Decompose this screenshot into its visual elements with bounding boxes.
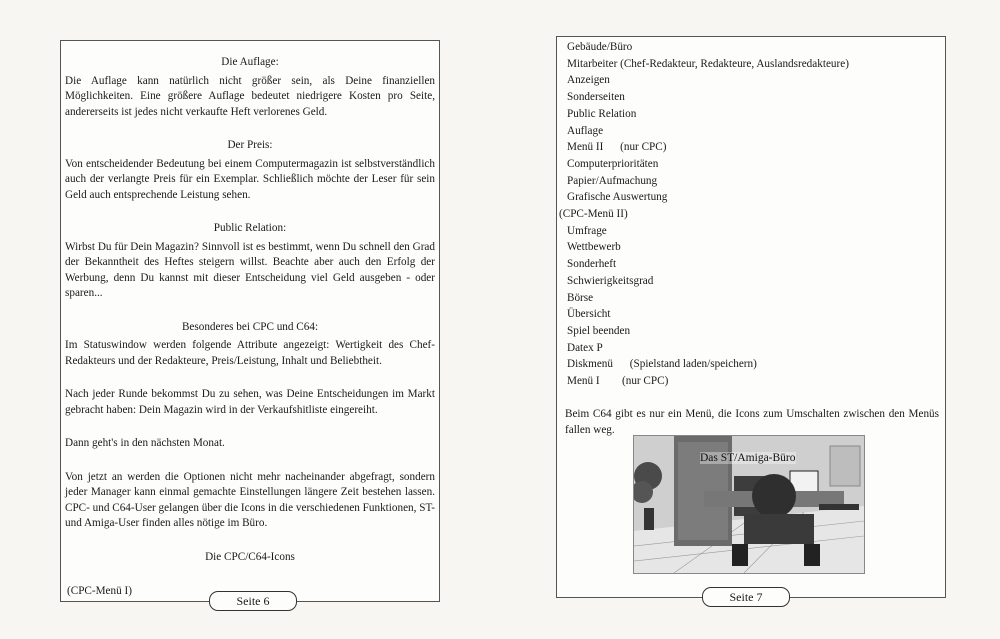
section-cpc-c64	[65, 320, 435, 370]
menu-list-item: Auflage	[567, 124, 604, 137]
section-heading: Die Auflage:	[221, 56, 279, 68]
menu-list-item: Sonderheft	[567, 258, 617, 271]
menu-list-item: Grafische Auswertung	[567, 191, 668, 204]
c64-note: Beim C64 gibt es nur ein Menü, die Icons zum Umschalten zwischen den Menüs fallen weg.	[565, 407, 939, 437]
left-page	[60, 40, 440, 608]
right-page	[556, 36, 946, 604]
paragraph-verkaufshitliste: Nach jeder Runde bekommst Du zu sehen, was Deine Entscheidungen im Markt gebracht haben: Dein Magazin wird in der Verkaufshitliste eingereiht.	[65, 388, 435, 416]
menu-list-item: Diskmenü (Spielstand laden/speichern)	[567, 358, 757, 371]
menu-list-item: Mitarbeiter (Chef-Redakteur, Redakteure, Auslandsredakteure)	[567, 57, 849, 70]
menu-list-item: Spiel beenden	[567, 324, 631, 337]
section-public-relation	[65, 221, 435, 302]
menu-list-item: Schwierigkeitsgrad	[567, 274, 654, 287]
section-text: Von entscheidender Bedeutung bei einem Computermagazin ist selbstverständlich auch der verlangte Preis für ein Exemplar. Schließlich möchte der Leser für sein Geld auch entsprechende Leistung sehen.	[65, 157, 435, 201]
office-illustration	[633, 435, 865, 574]
paragraph-naechster-monat: Dann geht's in den nächsten Monat.	[65, 437, 225, 449]
page-number: Seite 7	[702, 587, 790, 607]
menu-list-item: (CPC-Menü II)	[559, 208, 628, 221]
right-page-content	[559, 39, 939, 439]
menu-list-item: Börse	[567, 291, 594, 304]
menu-list-item: Anzeigen	[567, 74, 610, 87]
menu-list	[559, 39, 939, 390]
paragraph-optionen: Von jetzt an werden die Optionen nicht mehr nacheinander abgefragt, sondern jeder Manager kann einmal gemachte Einstellungen längere Zeit bestehen lassen. CPC- und C64-User gelangen über die Icons in die verschiedenen Funktionen, ST- und Amiga-User finden alles nötige im Büro.	[65, 470, 435, 529]
menu-list-item: Menü II (nur CPC)	[567, 141, 667, 154]
cpc-menu-i-label: (CPC-Menü I)	[67, 585, 132, 597]
menu-list-item: Gebäude/Büro	[567, 41, 633, 53]
menu-list-item: Public Relation	[567, 107, 637, 120]
menu-list-item: Computerprioritäten	[567, 157, 659, 170]
section-heading: Public Relation:	[213, 222, 287, 234]
menu-list-item: Wettbewerb	[567, 241, 621, 254]
menu-list-item: Umfrage	[567, 224, 607, 237]
left-page-content	[65, 55, 435, 568]
section-heading: Der Preis:	[227, 139, 273, 151]
menu-list-item: Übersicht	[567, 308, 611, 321]
icons-heading: Die CPC/C64-Icons	[205, 550, 295, 563]
menu-list-item: Datex P	[567, 341, 603, 354]
figure-caption: Das ST/Amiga-Büro	[700, 452, 796, 464]
section-preis	[65, 138, 435, 203]
section-text: Im Statuswindow werden folgende Attribute angezeigt: Wertigkeit des Chef-Redakteurs und der Redakteure, Preis/Leistung, Inhalt und Beliebtheit.	[65, 339, 435, 367]
section-text: Die Auflage kann natürlich nicht größer sein, als Deine finanziellen Möglichkeiten. Eine größere Auflage bedeutet niedrigere Kosten pro Seite, andererseits ist jedes nicht verkaufte Heft verlorenes Geld.	[65, 74, 435, 118]
section-auflage	[65, 55, 435, 120]
menu-list-item: Papier/Aufmachung	[567, 174, 658, 187]
section-heading: Besonderes bei CPC und C64:	[181, 320, 319, 333]
menu-list-item: Menü I (nur CPC)	[567, 375, 669, 388]
page-number: Seite 6	[209, 591, 297, 611]
menu-list-item: Sonderseiten	[567, 91, 625, 104]
section-text: Wirbst Du für Dein Magazin? Sinnvoll ist es bestimmt, wenn Du schnell den Grad der Bekanntheit des Heftes steigern willst. Beachte aber auch den Erfolg der Werbung, denn Du kannst mit dieser Entscheidung viel Geld ausgeben - oder sparen...	[65, 240, 435, 299]
